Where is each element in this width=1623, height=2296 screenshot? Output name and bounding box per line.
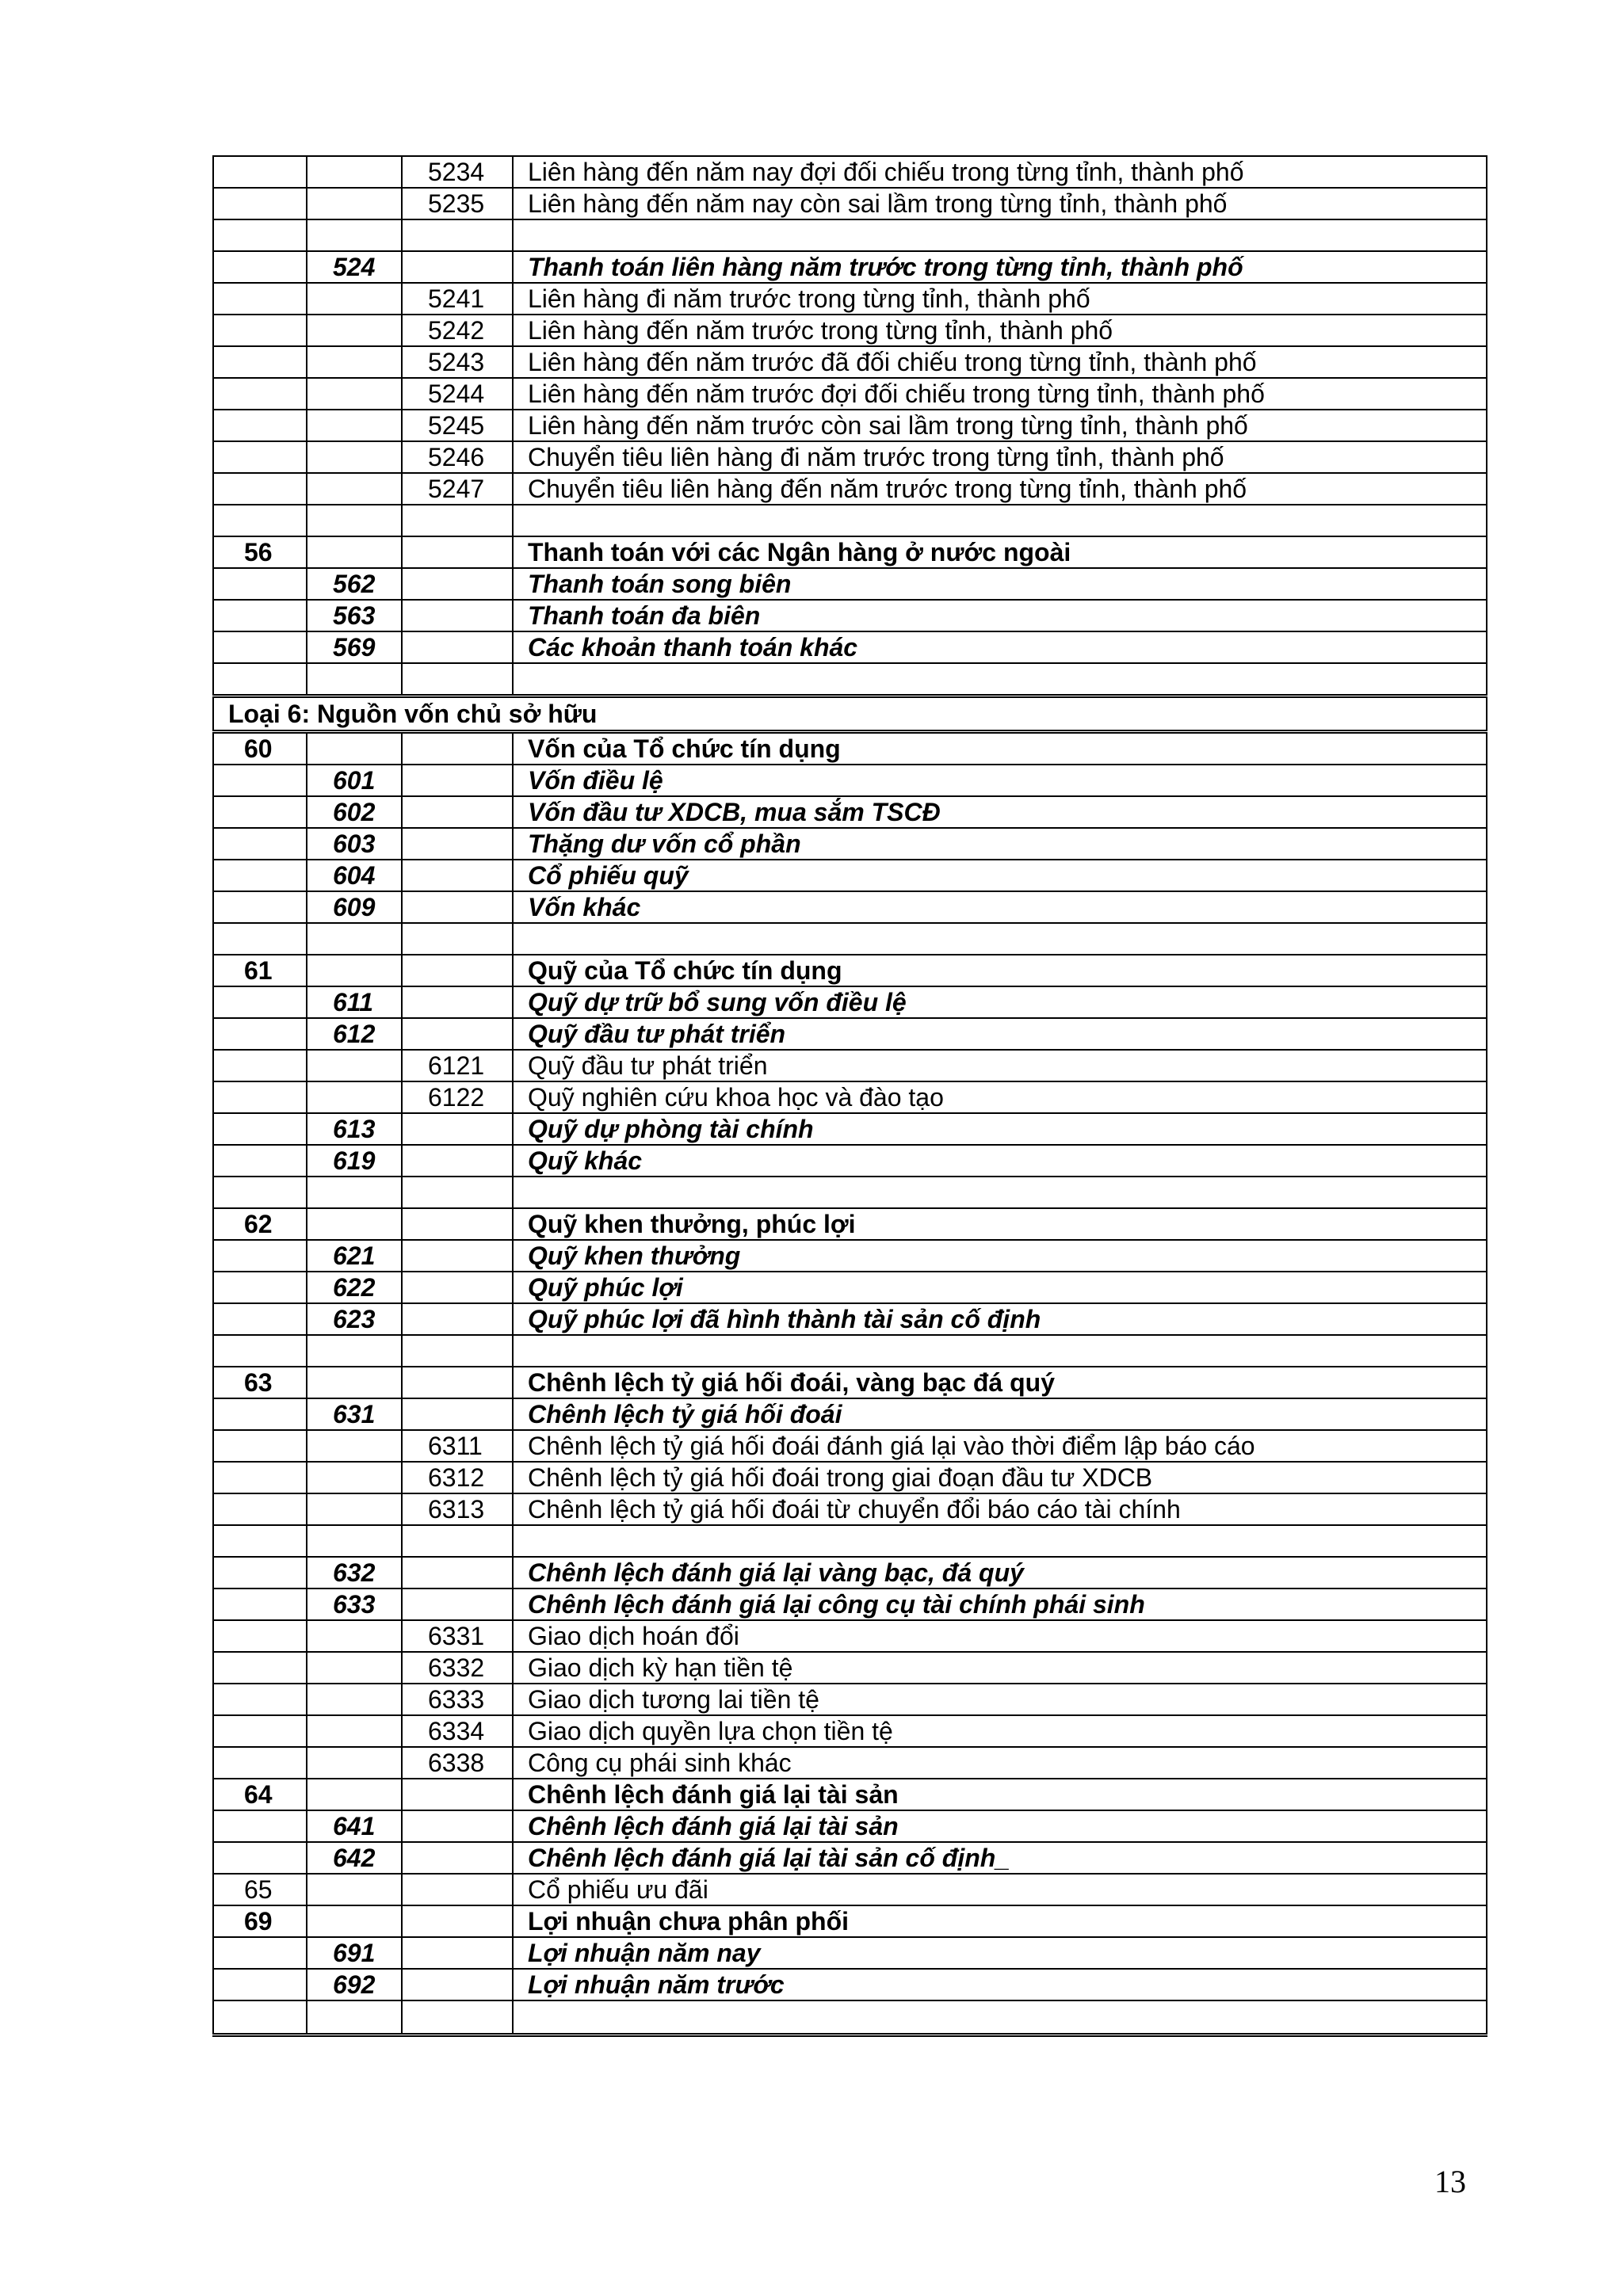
account-level3-code <box>402 631 513 663</box>
account-level3-code <box>402 891 513 923</box>
account-row <box>213 1620 1487 1652</box>
blank-row <box>213 663 1487 696</box>
account-level2-code <box>307 1335 402 1367</box>
account-level1-code <box>213 156 307 188</box>
account-name: Quỹ nghiên cứu khoa học và đào tạo <box>513 1081 1487 1113</box>
account-level3-code <box>402 1018 513 1050</box>
account-level2-code <box>307 378 402 410</box>
account-name: Chênh lệch tỷ giá hối đoái đánh giá lại vào thời điểm lập báo cáo <box>513 1430 1487 1462</box>
account-level2-code: 692 <box>307 1969 402 2000</box>
account-row <box>213 796 1487 828</box>
account-level1-code <box>213 1747 307 1779</box>
account-level3-code <box>402 828 513 860</box>
account-level1-code <box>213 251 307 283</box>
account-level3-code <box>402 1208 513 1240</box>
account-name: Chênh lệch tỷ giá hối đoái từ chuyển đổi báo cáo tài chính <box>513 1493 1487 1525</box>
account-row <box>213 1715 1487 1747</box>
account-level2-code <box>307 1874 402 1905</box>
account-level3-code <box>402 663 513 696</box>
account-level2-code <box>307 1779 402 1810</box>
account-row <box>213 1589 1487 1620</box>
account-name: Quỹ dự trữ bổ sung vốn điều lệ <box>513 986 1487 1018</box>
account-level3-code <box>402 251 513 283</box>
account-row <box>213 1145 1487 1177</box>
account-level3-code: 5242 <box>402 315 513 346</box>
blank-row <box>213 1525 1487 1557</box>
account-level1-code <box>213 1303 307 1335</box>
account-name <box>513 663 1487 696</box>
account-level2-code <box>307 505 402 536</box>
account-level1-code <box>213 1145 307 1177</box>
account-level1-code <box>213 796 307 828</box>
account-name: Vốn của Tổ chức tín dụng <box>513 732 1487 765</box>
account-level2-code: 623 <box>307 1303 402 1335</box>
account-row <box>213 378 1487 410</box>
account-level3-code: 6332 <box>402 1652 513 1684</box>
account-level2-code <box>307 1430 402 1462</box>
account-level2-code <box>307 1462 402 1493</box>
account-level3-code: 5243 <box>402 346 513 378</box>
account-level2-code <box>307 156 402 188</box>
account-name: Chênh lệch đánh giá lại tài sản <box>513 1779 1487 1810</box>
account-level1-code <box>213 1081 307 1113</box>
account-name: Quỹ phúc lợi <box>513 1272 1487 1303</box>
account-row <box>213 732 1487 765</box>
account-name: Chênh lệch tỷ giá hối đoái, vàng bạc đá quý <box>513 1367 1487 1398</box>
account-level3-code: 5247 <box>402 473 513 505</box>
account-row <box>213 441 1487 473</box>
account-level1-code <box>213 505 307 536</box>
account-name: Quỹ khen thưởng, phúc lợi <box>513 1208 1487 1240</box>
account-row <box>213 986 1487 1018</box>
account-name <box>513 1335 1487 1367</box>
account-level1-code: 56 <box>213 536 307 568</box>
account-name: Vốn đầu tư XDCB, mua sắm TSCĐ <box>513 796 1487 828</box>
account-name <box>513 1177 1487 1208</box>
account-level2-code <box>307 188 402 219</box>
account-level1-code <box>213 891 307 923</box>
account-name: Công cụ phái sinh khác <box>513 1747 1487 1779</box>
account-level2-code: 604 <box>307 860 402 891</box>
account-level1-code <box>213 1969 307 2000</box>
blank-row <box>213 219 1487 251</box>
account-name: Liên hàng đi năm trước trong từng tỉnh, thành phố <box>513 283 1487 315</box>
account-row <box>213 1747 1487 1779</box>
account-name: Cổ phiếu quỹ <box>513 860 1487 891</box>
account-level1-code <box>213 1589 307 1620</box>
account-row <box>213 568 1487 600</box>
account-level1-code <box>213 1430 307 1462</box>
account-level2-code <box>307 536 402 568</box>
account-row <box>213 631 1487 663</box>
account-level3-code <box>402 1240 513 1272</box>
account-name: Liên hàng đến năm trước trong từng tỉnh, thành phố <box>513 315 1487 346</box>
account-level2-code: 602 <box>307 796 402 828</box>
account-level1-code <box>213 1842 307 1874</box>
account-level2-code: 612 <box>307 1018 402 1050</box>
account-level3-code <box>402 505 513 536</box>
account-level2-code: 603 <box>307 828 402 860</box>
account-level1-code: 62 <box>213 1208 307 1240</box>
account-row <box>213 860 1487 891</box>
account-level3-code: 6121 <box>402 1050 513 1081</box>
account-name: Thanh toán đa biên <box>513 600 1487 631</box>
account-name: Chênh lệch đánh giá lại vàng bạc, đá quý <box>513 1557 1487 1589</box>
account-level2-code <box>307 1177 402 1208</box>
account-level2-code <box>307 2000 402 2035</box>
account-name: Giao dịch quyền lựa chọn tiền tệ <box>513 1715 1487 1747</box>
account-row <box>213 1969 1487 2000</box>
account-name: Chuyển tiêu liên hàng đi năm trước trong từng tỉnh, thành phố <box>513 441 1487 473</box>
account-row <box>213 1081 1487 1113</box>
account-name: Thanh toán liên hàng năm trước trong từng tỉnh, thành phố <box>513 251 1487 283</box>
account-level1-code <box>213 1272 307 1303</box>
account-level2-code: 524 <box>307 251 402 283</box>
blank-row <box>213 1335 1487 1367</box>
account-level1-code <box>213 1398 307 1430</box>
blank-row <box>213 1177 1487 1208</box>
account-row <box>213 1905 1487 1937</box>
account-level2-code: 601 <box>307 765 402 796</box>
account-level3-code <box>402 1557 513 1589</box>
account-level2-code <box>307 663 402 696</box>
account-name: Quỹ phúc lợi đã hình thành tài sản cố định <box>513 1303 1487 1335</box>
account-row <box>213 1430 1487 1462</box>
account-row <box>213 315 1487 346</box>
account-level2-code: 609 <box>307 891 402 923</box>
account-level3-code <box>402 1145 513 1177</box>
account-level1-code <box>213 1715 307 1747</box>
account-name: Liên hàng đến năm nay còn sai lầm trong từng tỉnh, thành phố <box>513 188 1487 219</box>
account-level3-code <box>402 1177 513 1208</box>
account-level3-code <box>402 1589 513 1620</box>
account-level3-code <box>402 1367 513 1398</box>
account-name: Quỹ đầu tư phát triển <box>513 1050 1487 1081</box>
account-level3-code: 5234 <box>402 156 513 188</box>
account-row <box>213 1652 1487 1684</box>
account-name: Chênh lệch tỷ giá hối đoái <box>513 1398 1487 1430</box>
account-level2-code <box>307 410 402 441</box>
account-name: Giao dịch hoán đổi <box>513 1620 1487 1652</box>
account-level1-code <box>213 568 307 600</box>
account-level2-code <box>307 315 402 346</box>
account-level1-code <box>213 473 307 505</box>
account-level1-code <box>213 410 307 441</box>
account-level2-code: 562 <box>307 568 402 600</box>
account-row <box>213 1113 1487 1145</box>
account-level3-code <box>402 732 513 765</box>
account-level2-code: 631 <box>307 1398 402 1430</box>
account-row <box>213 1303 1487 1335</box>
account-level3-code: 6122 <box>402 1081 513 1113</box>
account-level2-code <box>307 1747 402 1779</box>
account-level2-code <box>307 923 402 955</box>
account-row <box>213 828 1487 860</box>
account-name: Quỹ của Tổ chức tín dụng <box>513 955 1487 986</box>
account-name: Liên hàng đến năm trước đợi đối chiếu trong từng tỉnh, thành phố <box>513 378 1487 410</box>
account-level1-code <box>213 378 307 410</box>
account-level3-code: 5235 <box>402 188 513 219</box>
account-level2-code <box>307 1905 402 1937</box>
account-level3-code: 6313 <box>402 1493 513 1525</box>
account-name: Liên hàng đến năm trước đã đối chiếu trong từng tỉnh, thành phố <box>513 346 1487 378</box>
account-level2-code: 619 <box>307 1145 402 1177</box>
account-level1-code <box>213 1018 307 1050</box>
account-row <box>213 251 1487 283</box>
account-level3-code: 5241 <box>402 283 513 315</box>
account-level1-code <box>213 1937 307 1969</box>
account-row <box>213 1272 1487 1303</box>
account-level3-code <box>402 219 513 251</box>
account-row <box>213 1050 1487 1081</box>
account-row <box>213 1462 1487 1493</box>
account-level3-code <box>402 568 513 600</box>
account-name: Quỹ đầu tư phát triển <box>513 1018 1487 1050</box>
account-row <box>213 1810 1487 1842</box>
account-level1-code <box>213 1050 307 1081</box>
account-level1-code <box>213 1525 307 1557</box>
account-name: Chênh lệch đánh giá lại tài sản <box>513 1810 1487 1842</box>
account-level2-code: 691 <box>307 1937 402 1969</box>
account-level3-code: 6338 <box>402 1747 513 1779</box>
account-level3-code <box>402 600 513 631</box>
account-level3-code: 6334 <box>402 1715 513 1747</box>
account-level3-code <box>402 1810 513 1842</box>
account-level2-code: 641 <box>307 1810 402 1842</box>
account-name: Các khoản thanh toán khác <box>513 631 1487 663</box>
page-number: 13 <box>1434 2164 1466 2199</box>
account-level3-code: 6333 <box>402 1684 513 1715</box>
account-level3-code <box>402 1937 513 1969</box>
account-level3-code: 5246 <box>402 441 513 473</box>
account-level2-code: 611 <box>307 986 402 1018</box>
account-level1-code <box>213 663 307 696</box>
account-name: Vốn khác <box>513 891 1487 923</box>
account-level1-code <box>213 1462 307 1493</box>
account-level1-code <box>213 1810 307 1842</box>
account-level2-code: 621 <box>307 1240 402 1272</box>
account-level2-code <box>307 1493 402 1525</box>
account-level1-code <box>213 315 307 346</box>
account-level1-code <box>213 1684 307 1715</box>
account-level3-code <box>402 1303 513 1335</box>
account-level2-code <box>307 1050 402 1081</box>
account-table <box>212 155 1487 2037</box>
account-level2-code <box>307 1367 402 1398</box>
account-level2-code <box>307 1525 402 1557</box>
account-row <box>213 1367 1487 1398</box>
account-level1-code <box>213 188 307 219</box>
account-level1-code <box>213 1493 307 1525</box>
account-level3-code <box>402 1113 513 1145</box>
account-level1-code: 64 <box>213 1779 307 1810</box>
account-level3-code: 6311 <box>402 1430 513 1462</box>
account-name: Cổ phiếu ưu đãi <box>513 1874 1487 1905</box>
account-level1-code <box>213 828 307 860</box>
account-table-body <box>213 156 1487 2035</box>
account-level2-code <box>307 473 402 505</box>
account-level1-code <box>213 219 307 251</box>
account-name: Thanh toán với các Ngân hàng ở nước ngoài <box>513 536 1487 568</box>
account-level1-code <box>213 986 307 1018</box>
account-row <box>213 1842 1487 1874</box>
account-level1-code <box>213 346 307 378</box>
account-level2-code <box>307 1081 402 1113</box>
account-level1-code <box>213 1620 307 1652</box>
account-level3-code <box>402 1398 513 1430</box>
account-row <box>213 410 1487 441</box>
account-row <box>213 891 1487 923</box>
account-row <box>213 473 1487 505</box>
account-level3-code <box>402 860 513 891</box>
account-name: Vốn điều lệ <box>513 765 1487 796</box>
account-level3-code <box>402 536 513 568</box>
account-name: Chuyển tiêu liên hàng đến năm trước trong từng tỉnh, thành phố <box>513 473 1487 505</box>
account-level1-code <box>213 1652 307 1684</box>
account-level1-code <box>213 1240 307 1272</box>
account-name <box>513 1525 1487 1557</box>
account-row <box>213 1557 1487 1589</box>
account-name: Liên hàng đến năm trước còn sai lầm trong từng tỉnh, thành phố <box>513 410 1487 441</box>
account-level3-code <box>402 1969 513 2000</box>
account-name <box>513 923 1487 955</box>
account-level2-code <box>307 441 402 473</box>
account-level2-code <box>307 1652 402 1684</box>
account-name: Thanh toán song biên <box>513 568 1487 600</box>
account-level2-code <box>307 1715 402 1747</box>
account-level2-code <box>307 283 402 315</box>
account-level3-code <box>402 923 513 955</box>
section-header-row <box>213 696 1487 732</box>
account-level3-code <box>402 765 513 796</box>
account-level2-code <box>307 346 402 378</box>
blank-row <box>213 923 1487 955</box>
account-name: Quỹ khác <box>513 1145 1487 1177</box>
account-name <box>513 2000 1487 2035</box>
account-level1-code: 60 <box>213 732 307 765</box>
account-level1-code <box>213 283 307 315</box>
account-name <box>513 505 1487 536</box>
account-level3-code: 5244 <box>402 378 513 410</box>
account-level1-code <box>213 1557 307 1589</box>
account-level3-code: 5245 <box>402 410 513 441</box>
account-level2-code <box>307 955 402 986</box>
account-level1-code <box>213 1113 307 1145</box>
account-name: Thặng dư vốn cổ phần <box>513 828 1487 860</box>
section-title: Loại 6: Nguồn vốn chủ sở hữu <box>213 696 1487 732</box>
account-row <box>213 1684 1487 1715</box>
account-row <box>213 1779 1487 1810</box>
account-level1-code <box>213 1335 307 1367</box>
account-level3-code <box>402 1842 513 1874</box>
account-row <box>213 283 1487 315</box>
account-level1-code <box>213 1177 307 1208</box>
account-level1-code <box>213 860 307 891</box>
account-level1-code: 63 <box>213 1367 307 1398</box>
account-level1-code <box>213 2000 307 2035</box>
account-name: Lợi nhuận năm trước <box>513 1969 1487 2000</box>
account-level2-code: 613 <box>307 1113 402 1145</box>
blank-row <box>213 505 1487 536</box>
account-row <box>213 1208 1487 1240</box>
account-level1-code <box>213 765 307 796</box>
account-level3-code <box>402 2000 513 2035</box>
account-level1-code: 69 <box>213 1905 307 1937</box>
account-name: Giao dịch tương lai tiền tệ <box>513 1684 1487 1715</box>
account-level3-code <box>402 1905 513 1937</box>
account-level3-code <box>402 1272 513 1303</box>
account-row <box>213 1018 1487 1050</box>
account-level2-code <box>307 1620 402 1652</box>
account-level2-code <box>307 1208 402 1240</box>
account-level3-code <box>402 955 513 986</box>
account-level3-code: 6312 <box>402 1462 513 1493</box>
account-name: Lợi nhuận năm nay <box>513 1937 1487 1969</box>
account-level1-code <box>213 441 307 473</box>
account-level2-code: 642 <box>307 1842 402 1874</box>
account-row <box>213 1240 1487 1272</box>
account-level2-code: 563 <box>307 600 402 631</box>
account-level3-code <box>402 1335 513 1367</box>
account-name: Giao dịch kỳ hạn tiền tệ <box>513 1652 1487 1684</box>
account-level2-code: 632 <box>307 1557 402 1589</box>
account-level3-code <box>402 986 513 1018</box>
blank-row <box>213 2000 1487 2035</box>
account-row <box>213 765 1487 796</box>
account-name: Lợi nhuận chưa phân phối <box>513 1905 1487 1937</box>
account-row <box>213 600 1487 631</box>
account-level2-code <box>307 732 402 765</box>
account-name: Chênh lệch tỷ giá hối đoái trong giai đoạn đầu tư XDCB <box>513 1462 1487 1493</box>
account-name: Liên hàng đến năm nay đợi đối chiếu trong từng tỉnh, thành phố <box>513 156 1487 188</box>
account-name <box>513 219 1487 251</box>
account-name: Quỹ dự phòng tài chính <box>513 1113 1487 1145</box>
account-level3-code: 6331 <box>402 1620 513 1652</box>
account-level2-code: 622 <box>307 1272 402 1303</box>
account-level3-code <box>402 1525 513 1557</box>
account-name: Chênh lệch đánh giá lại công cụ tài chính phái sinh <box>513 1589 1487 1620</box>
account-level1-code: 61 <box>213 955 307 986</box>
account-row <box>213 1874 1487 1905</box>
account-row <box>213 346 1487 378</box>
account-row <box>213 536 1487 568</box>
account-row <box>213 955 1487 986</box>
account-row <box>213 1937 1487 1969</box>
account-level3-code <box>402 796 513 828</box>
account-level2-code <box>307 219 402 251</box>
account-name: Quỹ khen thưởng <box>513 1240 1487 1272</box>
account-name: Chênh lệch đánh giá lại tài sản cố định_ <box>513 1842 1487 1874</box>
account-level1-code <box>213 631 307 663</box>
account-row <box>213 1398 1487 1430</box>
account-level2-code: 633 <box>307 1589 402 1620</box>
account-level1-code <box>213 600 307 631</box>
account-level1-code <box>213 923 307 955</box>
account-level3-code <box>402 1874 513 1905</box>
account-level2-code: 569 <box>307 631 402 663</box>
account-row <box>213 188 1487 219</box>
account-level1-code: 65 <box>213 1874 307 1905</box>
account-row <box>213 1493 1487 1525</box>
account-level2-code <box>307 1684 402 1715</box>
account-row <box>213 156 1487 188</box>
account-level3-code <box>402 1779 513 1810</box>
